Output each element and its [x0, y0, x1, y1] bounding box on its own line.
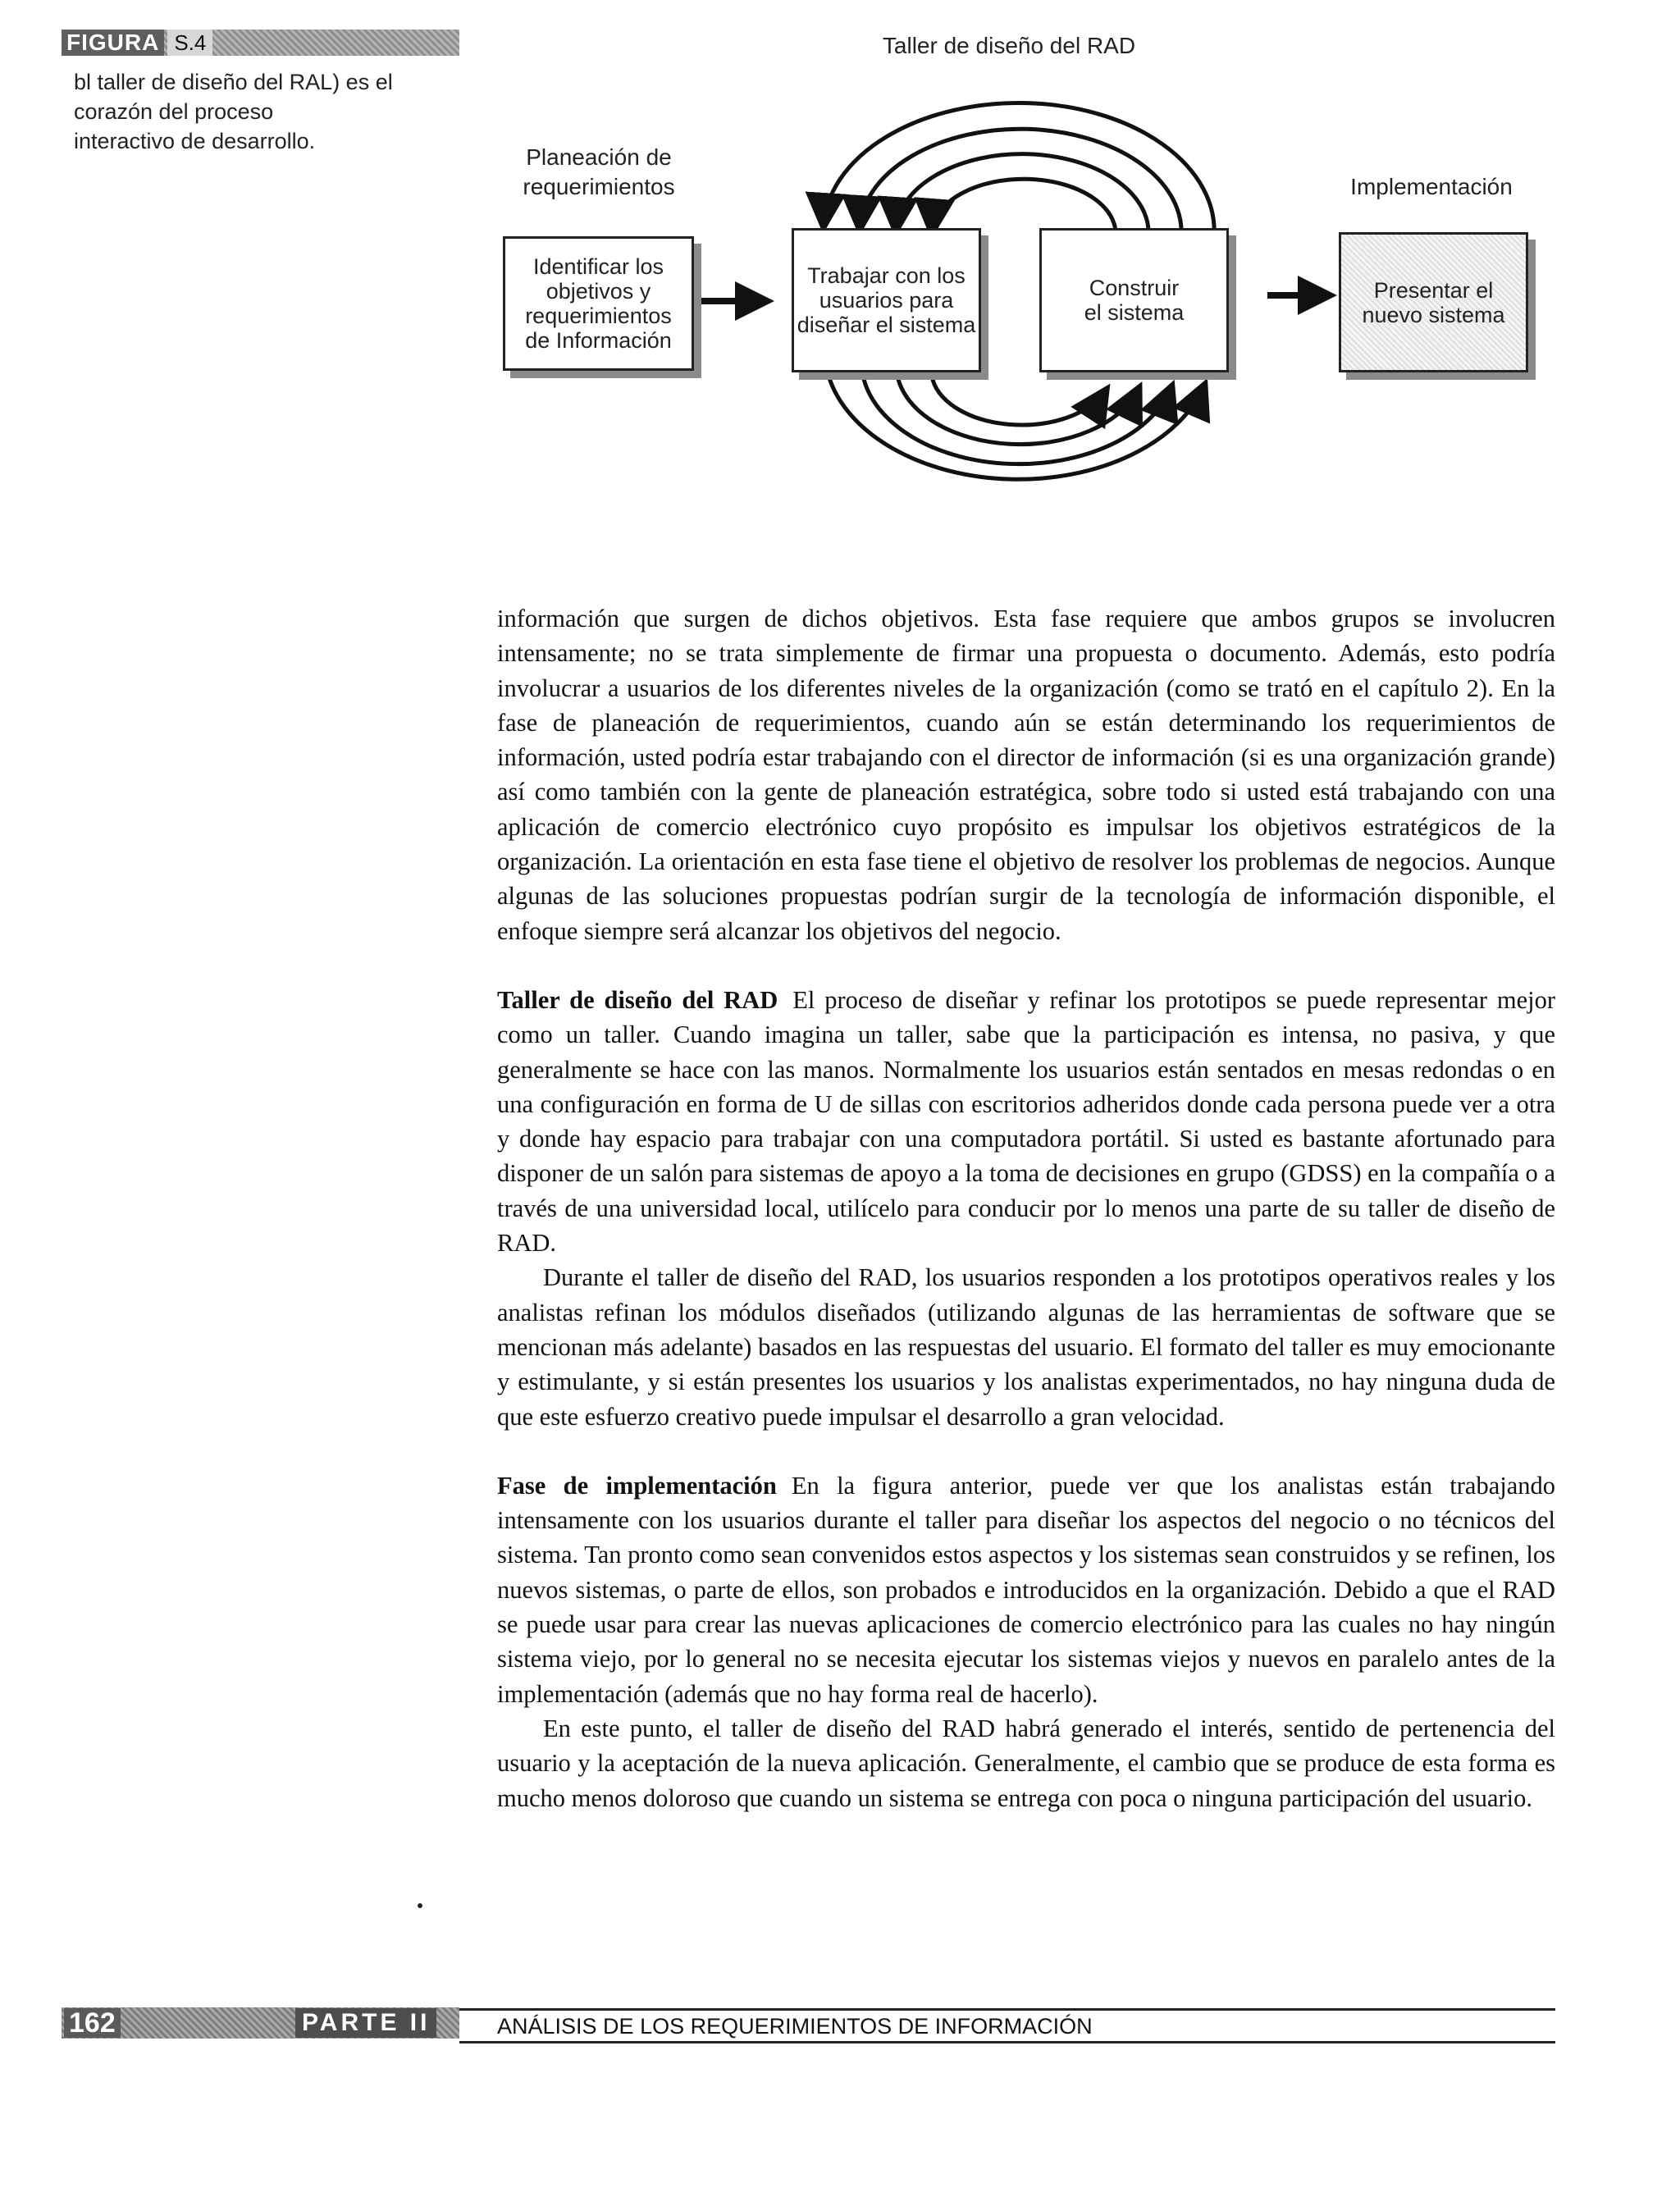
part-label: PARTE II	[295, 2008, 436, 2038]
box-line: Identificar los	[532, 254, 664, 279]
box-identify-objectives	[503, 236, 694, 371]
figure-tag-word: FIGURA	[62, 30, 164, 56]
box-line: requerimientos	[525, 304, 672, 328]
box-line: Construir	[1089, 276, 1180, 300]
chapter-title: ANÁLISIS DE LOS REQUERIMIENTOS DE INFORMACIÓN	[497, 2014, 1093, 2039]
box-build-system	[1039, 228, 1229, 372]
box-line: Presentar el	[1373, 277, 1494, 303]
paragraph	[497, 983, 1555, 1260]
box-work-with-users	[792, 228, 981, 372]
paragraph: Durante el taller de diseño del RAD, los usuarios responden a los prototipos operativos reales y los analistas refinan los módulos diseñados (utilizando algunas de las herramientas de software que se mencionan más adelante) basados en las respuestas del usuario. El formato del taller es muy emocionante y estimulante, y si están presentes los usuarios y los analistas experimentados, no hay ninguna duda de que este esfuerzo creativo puede impulsar el desarrollo a gran velocidad.	[497, 1263, 1555, 1431]
planning-label	[500, 143, 697, 202]
paragraph: información que surgen de dichos objetivos. Esta fase requiere que ambos grupos se involucren intensamente; no se trata simplemente de firmar una propuesta o documento. Además, esto podría involucrar a usuarios de los diferentes niveles de la organización (como se trató en el capítulo 2). En la fase de planeación de requerimientos, cuando aún se están determinando los requerimientos de información, usted podría estar trabajando con el director de información (si es una organización grande) así como también con la gente de planeación estratégica, sobre todo si usted está trabajando con una aplicación de comercio electrónico cuyo propósito es impulsar los objetivos estratégicos de la organización. La orientación en esta fase tiene el objetivo de resolver los problemas de negocios. Aunque algunas de las soluciones propuestas podrían surgir de la tecnología de información disponible, el enfoque siempre será alcanzar los objetivos del negocio.	[497, 605, 1555, 945]
implementation-label: Implementación	[1350, 174, 1513, 199]
margin-dot	[418, 1903, 422, 1908]
planning-label-line: requerimientos	[523, 174, 675, 199]
planning-label-line: Planeación de	[526, 144, 672, 170]
box-present-system	[1339, 232, 1528, 372]
loop-arc-upper	[860, 129, 1181, 236]
box-line: usuarios para	[819, 288, 954, 313]
box-line: objetivos y	[546, 279, 651, 304]
box-line: diseñar el sistema	[797, 313, 976, 337]
page-number: 162	[64, 2008, 121, 2038]
paragraph-text: En la figura anterior, puede ver que los analistas están trabajando intensamente con los usuarios durante el taller para diseñar los aspectos del negocio o no técnicos del sistema. Tan pronto como sean convenidos estos aspectos y los sistemas sean construidos y se refinen, los nuevos sistemas, o parte de ellos, son probados e introducidos en la organización. Debido a que el RAD se puede usar para crear las nuevas aplicaciones de comercio electrónico para las cuales no hay ningún sistema viejo, por lo general no se necesita ejecutar los sistemas viejos y nuevos en paralelo antes de la implementación (además que no hay forma real de hacerlo).	[497, 1471, 1555, 1708]
figure-caption-line: corazón del proceso	[74, 99, 274, 124]
footer-rule	[459, 2008, 1555, 2011]
box-line: nuevo sistema	[1362, 302, 1505, 327]
section-heading: Taller de diseño del RAD	[497, 985, 778, 1014]
figure-tag-number: S.4	[167, 30, 212, 56]
body-text	[497, 601, 1555, 1815]
box-line: Trabajar con los	[807, 263, 966, 288]
box-line: de Información	[525, 328, 672, 353]
figure-caption-line: bl taller de diseño del RAL) es el	[74, 70, 393, 94]
footer-rule	[459, 2041, 1555, 2043]
paragraph: En este punto, el taller de diseño del RAD habrá generado el interés, sentido de pertenencia del usuario y la aceptación de la nueva aplicación. Generalmente, el cambio que se produce de esta forma es mucho menos doloroso que cuando un sistema se entrega con poca o ninguna participación del usuario.	[497, 1714, 1555, 1812]
paragraph-text: El proceso de diseñar y refinar los prototipos se puede representar mejor como un taller. Cuando imagina un taller, sabe que la participación es intensa, no pasiva, y que generalmente se hace con las manos. Normalmente los usuarios están sentados en mesas redondas o en una configuración en forma de U de sillas con escritorios adheridos donde cada persona puede ver a otra y donde hay espacio para trabajar con una computadora portátil. Si usted es bastante afortunado para disponer de un salón para sistemas de apoyo a la toma de decisiones en grupo (GDSS) en la compañía o a través de una universidad local, utilícelo para conducir por lo menos una parte de su taller de diseño de RAD.	[497, 985, 1555, 1258]
figure-caption-line: interactivo de desarrollo.	[74, 129, 316, 153]
paragraph	[497, 1468, 1555, 1711]
loop-arc-lower	[863, 376, 1171, 464]
rad-diagram	[0, 0, 1680, 591]
section-heading: Fase de implementación	[497, 1471, 777, 1500]
loop-arc-upper	[824, 103, 1214, 236]
workshop-label: Taller de diseño del RAD	[882, 33, 1136, 58]
box-line: el sistema	[1084, 300, 1185, 325]
loop-arc-lower	[932, 376, 1106, 425]
